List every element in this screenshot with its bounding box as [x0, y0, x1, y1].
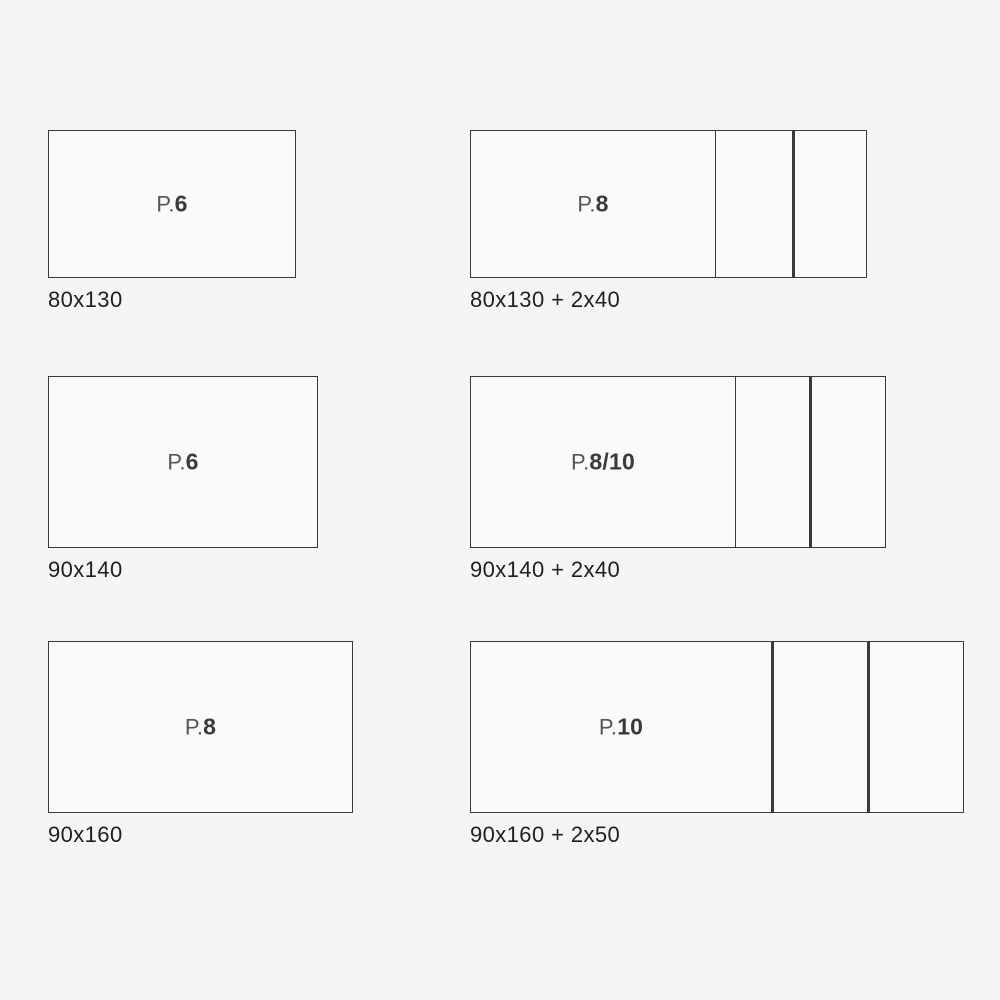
panel-label-number: 6	[185, 448, 199, 475]
panel-group	[470, 376, 886, 548]
diagram-item-80x130-2x40	[470, 130, 867, 313]
diagram-item-90x140-2x40	[470, 376, 886, 583]
panel-label	[167, 449, 198, 476]
caption: 80x130 + 2x40	[470, 287, 621, 312]
panel-label-prefix: P.	[598, 714, 618, 740]
panel	[868, 641, 964, 813]
panel-label	[571, 449, 635, 476]
panel	[470, 641, 772, 813]
caption: 90x160 + 2x50	[470, 822, 621, 847]
panel-group	[470, 130, 867, 278]
diagram-item-80x130	[48, 130, 296, 313]
panel-group	[470, 641, 964, 813]
diagram-item-90x160	[48, 641, 353, 848]
panel-label-number: 8	[595, 190, 609, 217]
panel-label-prefix: P.	[577, 191, 596, 217]
panel	[470, 376, 736, 548]
caption: 90x140 + 2x40	[470, 557, 621, 582]
panel	[48, 641, 353, 813]
panel-label-number: 8/10	[589, 448, 635, 475]
panel-label	[185, 714, 216, 741]
diagram-item-90x140	[48, 376, 318, 583]
panel-label-prefix: P.	[571, 449, 590, 475]
panel	[793, 130, 867, 278]
panel-label-number: 6	[174, 190, 188, 217]
panel-label	[599, 714, 643, 741]
panel-label-prefix: P.	[184, 714, 204, 740]
panel	[48, 130, 296, 278]
panel-group	[48, 130, 296, 278]
panel	[716, 130, 793, 278]
caption: 90x160	[48, 822, 123, 847]
panel	[736, 376, 810, 548]
panel-label	[156, 191, 187, 218]
panel	[470, 130, 716, 278]
panel-label-number: 10	[617, 713, 644, 740]
panel-label-number: 8	[203, 713, 217, 740]
panel-label-prefix: P.	[156, 191, 175, 217]
panel	[772, 641, 868, 813]
caption: 90x140	[48, 557, 123, 582]
panel-label	[577, 191, 608, 218]
diagram-item-90x160-2x50	[470, 641, 964, 848]
panel-group	[48, 376, 318, 548]
caption: 80x130	[48, 287, 123, 312]
panel-group	[48, 641, 353, 813]
panel	[48, 376, 318, 548]
panel	[810, 376, 886, 548]
panel-label-prefix: P.	[167, 449, 186, 475]
